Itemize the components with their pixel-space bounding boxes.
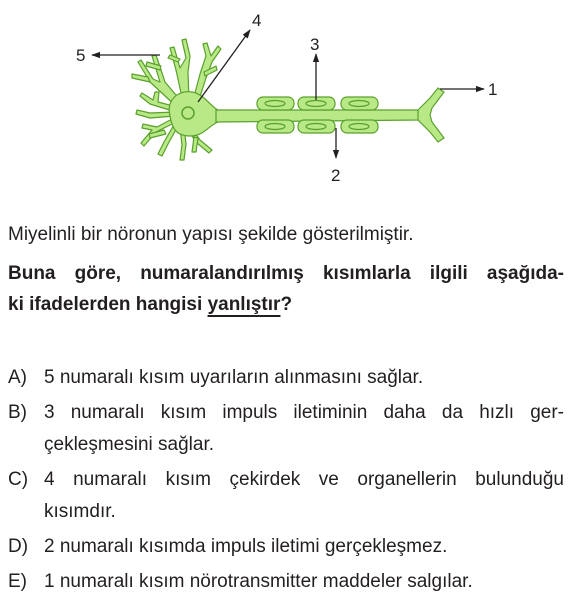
question-line-2-prefix: ki ifadelerden hangisi [8, 294, 208, 315]
option-a[interactable] [8, 362, 564, 394]
label-1: 1 [488, 80, 498, 99]
intro-text: Miyelinli bir nöronun yapısı şekilde gösterilmiştir. [8, 224, 414, 245]
option-letter: B) [8, 402, 27, 423]
label-5: 5 [76, 46, 86, 65]
label-4: 4 [252, 11, 262, 30]
option-text [44, 531, 564, 563]
option-line: kısımdır. [44, 501, 116, 522]
nucleus [182, 107, 194, 119]
option-letter: D) [8, 536, 29, 557]
label-2: 2 [331, 166, 341, 185]
question-line-2 [8, 289, 564, 320]
option-letter: E) [8, 571, 27, 592]
option-text [44, 362, 564, 394]
option-line: 3 numaralı kısım impuls iletiminin daha da hızlı ger- [44, 402, 564, 423]
option-e[interactable] [8, 566, 564, 598]
option-line: 5 numaralı kısım uyarıların alınmasını sağlar. [44, 367, 424, 388]
answer-options [8, 362, 564, 598]
option-line: 4 numaralı kısım çekirdek ve organellerin bulunduğu [44, 469, 564, 490]
option-text [44, 464, 564, 528]
option-b[interactable] [8, 397, 564, 461]
option-d[interactable] [8, 531, 564, 563]
option-letter: A) [8, 367, 27, 388]
question-stem [8, 258, 564, 320]
question-underlined-word: yanlıştır [207, 294, 281, 315]
axon-terminal [418, 88, 444, 142]
question-line-1: Buna göre, numaralandırılmış kısımlarla ilgili aşağıda- [8, 263, 564, 284]
option-line: 2 numaralı kısımda impuls iletimi gerçekleşmez. [44, 536, 448, 557]
option-line: çekleşmesini sağlar. [44, 434, 215, 455]
question-line-2-suffix: ? [280, 294, 293, 315]
option-c[interactable] [8, 464, 564, 528]
neuron-diagram [0, 0, 571, 200]
option-text [44, 397, 564, 461]
option-line: 1 numaralı kısım nörotransmitter maddeler salgılar. [44, 571, 473, 592]
option-letter: C) [8, 469, 29, 490]
option-text [44, 566, 564, 598]
label-3: 3 [310, 35, 320, 54]
